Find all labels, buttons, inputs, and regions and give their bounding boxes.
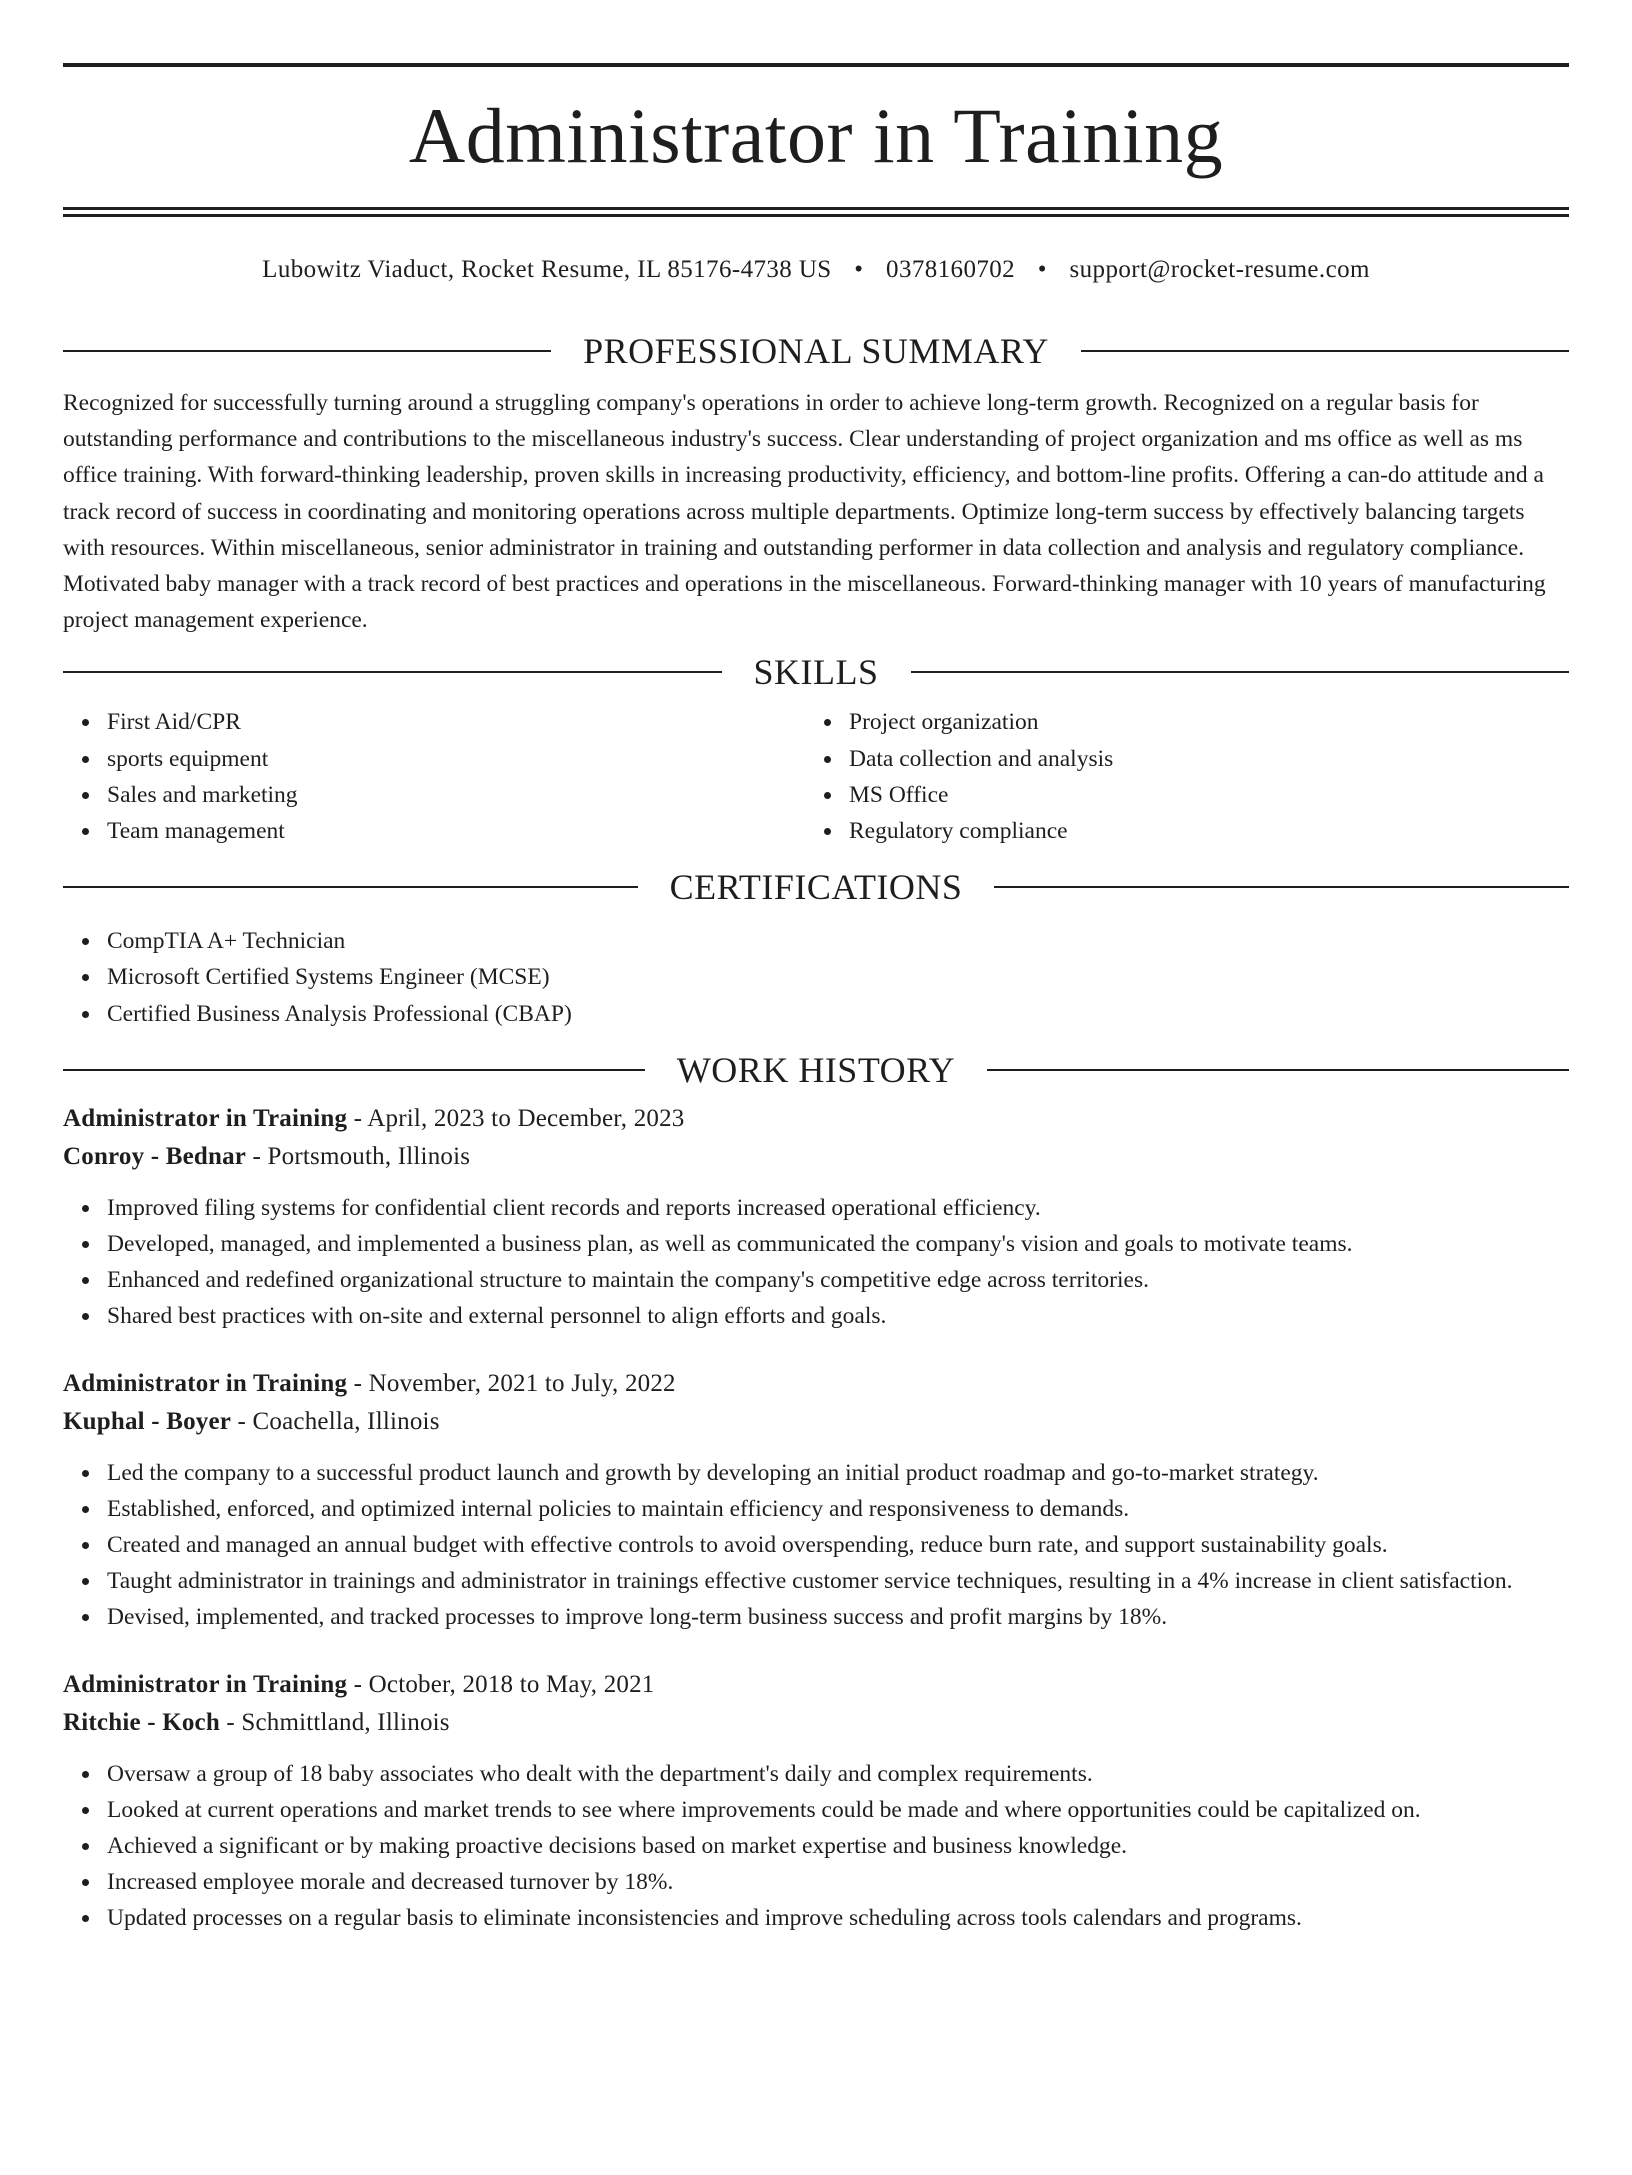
skill-item: sports equipment bbox=[107, 741, 805, 777]
job-location: - Portsmouth, Illinois bbox=[246, 1142, 471, 1170]
contact-email: support@rocket-resume.com bbox=[1069, 256, 1370, 283]
skill-item: Regulatory compliance bbox=[849, 813, 1547, 849]
certification-item: CompTIA A+ Technician bbox=[107, 923, 1569, 959]
job-company: Kuphal - Boyer bbox=[63, 1407, 232, 1435]
job-dates: - April, 2023 to December, 2023 bbox=[347, 1104, 685, 1132]
heading-rule-left bbox=[63, 671, 722, 673]
job-company-line bbox=[63, 1704, 1569, 1742]
job-bullet: Led the company to a successful product launch and growth by developing an initial product roadmap and go-to-market strategy. bbox=[107, 1455, 1569, 1491]
job-bullets bbox=[63, 1756, 1569, 1937]
job-bullet: Oversaw a group of 18 baby associates who dealt with the department's daily and complex requirements. bbox=[107, 1756, 1569, 1792]
contact-address: Lubowitz Viaduct, Rocket Resume, IL 85176-4738 US bbox=[262, 256, 832, 283]
certifications-section-heading bbox=[63, 867, 1569, 907]
job-entry bbox=[63, 1365, 1569, 1636]
contact-separator: • bbox=[1037, 256, 1047, 283]
job-company: Ritchie - Koch bbox=[63, 1708, 220, 1736]
job-title-line bbox=[63, 1666, 1569, 1704]
job-location: - Schmittland, Illinois bbox=[219, 1708, 450, 1736]
job-bullet: Devised, implemented, and tracked processes to improve long-term business success and profit margins by 18%. bbox=[107, 1599, 1569, 1635]
skills-grid bbox=[63, 704, 1569, 849]
job-company: Conroy - Bednar bbox=[63, 1142, 247, 1170]
job-role: Administrator in Training bbox=[63, 1369, 348, 1397]
job-role: Administrator in Training bbox=[63, 1104, 348, 1132]
summary-section-heading bbox=[63, 331, 1569, 371]
work-history-section-heading bbox=[63, 1050, 1569, 1090]
job-role: Administrator in Training bbox=[63, 1670, 348, 1698]
heading-rule-left bbox=[63, 1069, 645, 1071]
skill-item: Team management bbox=[107, 813, 805, 849]
contact-line bbox=[63, 255, 1569, 285]
job-location: - Coachella, Illinois bbox=[231, 1407, 440, 1435]
skill-item: Sales and marketing bbox=[107, 777, 805, 813]
heading-rule-right bbox=[1081, 350, 1569, 352]
certification-item: Microsoft Certified Systems Engineer (MCSE) bbox=[107, 959, 1569, 995]
job-bullet: Improved filing systems for confidential client records and reports increased operational efficiency. bbox=[107, 1190, 1569, 1226]
resume-page bbox=[0, 63, 1632, 2175]
skills-title: SKILLS bbox=[753, 652, 879, 693]
job-title-line bbox=[63, 1100, 1569, 1138]
skills-column-right bbox=[805, 704, 1547, 849]
job-bullets bbox=[63, 1455, 1569, 1636]
skill-item: First Aid/CPR bbox=[107, 704, 805, 740]
summary-text: Recognized for successfully turning around a struggling company's operations in order to achieve long-term growth. Recognized on a regular basis for outstanding performance and contributions to the miscellaneous industry's success. Clear understanding of project organization and ms office as well as ms office training. With forward-thinking leadership, proven skills in increasing productivity, efficiency, and bottom-line profits. Offering a can-do attitude and a track record of success in coordinating and monitoring operations across multiple departments. Optimize long-term success by effectively balancing targets with resources. Within miscellaneous, senior administrator in training and outstanding performer in data collection and analysis and regulatory compliance. Motivated baby manager with a track record of best practices and operations in the miscellaneous. Forward-thinking manager with 10 years of manufacturing project management experience. bbox=[63, 390, 1546, 634]
job-dates: - November, 2021 to July, 2022 bbox=[347, 1369, 676, 1397]
job-entry bbox=[63, 1666, 1569, 1937]
skill-item: Project organization bbox=[849, 704, 1547, 740]
skills-list-left bbox=[63, 704, 805, 849]
skill-item: MS Office bbox=[849, 777, 1547, 813]
job-entry bbox=[63, 1100, 1569, 1335]
job-company-line bbox=[63, 1403, 1569, 1441]
skills-list-right bbox=[805, 704, 1547, 849]
skill-item: Data collection and analysis bbox=[849, 741, 1547, 777]
job-bullet: Shared best practices with on-site and external personnel to align efforts and goals. bbox=[107, 1298, 1569, 1334]
job-bullet: Taught administrator in trainings and administrator in trainings effective customer service techniques, resulting in a 4% increase in client satisfaction. bbox=[107, 1563, 1569, 1599]
work-history-entries bbox=[63, 1100, 1569, 1937]
job-title-line bbox=[63, 1365, 1569, 1403]
resume-name: Administrator in Training bbox=[408, 92, 1224, 179]
contact-separator: • bbox=[854, 256, 864, 283]
job-bullet: Looked at current operations and market trends to see where improvements could be made and where opportunities could be capitalized on. bbox=[107, 1792, 1569, 1828]
skills-section-heading bbox=[63, 652, 1569, 692]
heading-rule-left bbox=[63, 350, 551, 352]
job-bullet: Created and managed an annual budget with effective controls to avoid overspending, reduce burn rate, and support sustainability goals. bbox=[107, 1527, 1569, 1563]
summary-title: PROFESSIONAL SUMMARY bbox=[583, 331, 1049, 371]
header-double-rule bbox=[63, 207, 1569, 217]
heading-rule-right bbox=[911, 671, 1570, 673]
job-bullet: Established, enforced, and optimized internal policies to maintain efficiency and responsiveness to demands. bbox=[107, 1491, 1569, 1527]
skills-column-left bbox=[63, 704, 805, 849]
work-history-title: WORK HISTORY bbox=[676, 1049, 956, 1090]
job-bullet: Achieved a significant or by making proactive decisions based on market expertise and business knowledge. bbox=[107, 1828, 1569, 1864]
contact-phone: 0378160702 bbox=[886, 256, 1016, 283]
job-company-line bbox=[63, 1138, 1569, 1176]
heading-rule-right bbox=[994, 886, 1569, 888]
certifications-list bbox=[63, 923, 1569, 1032]
job-dates: - October, 2018 to May, 2021 bbox=[347, 1670, 655, 1698]
job-bullet: Increased employee morale and decreased turnover by 18%. bbox=[107, 1864, 1569, 1900]
heading-rule-right bbox=[987, 1069, 1569, 1071]
header-top-rule bbox=[63, 63, 1569, 67]
job-bullet: Enhanced and redefined organizational structure to maintain the company's competitive edge across territories. bbox=[107, 1262, 1569, 1298]
job-bullets bbox=[63, 1190, 1569, 1335]
heading-rule-left bbox=[63, 886, 638, 888]
certification-item: Certified Business Analysis Professional (CBAP) bbox=[107, 996, 1569, 1032]
job-bullet: Updated processes on a regular basis to eliminate inconsistencies and improve scheduling across tools calendars and programs. bbox=[107, 1900, 1569, 1936]
certifications-title: CERTIFICATIONS bbox=[669, 867, 963, 908]
job-bullet: Developed, managed, and implemented a business plan, as well as communicated the company's vision and goals to motivate teams. bbox=[107, 1226, 1569, 1262]
